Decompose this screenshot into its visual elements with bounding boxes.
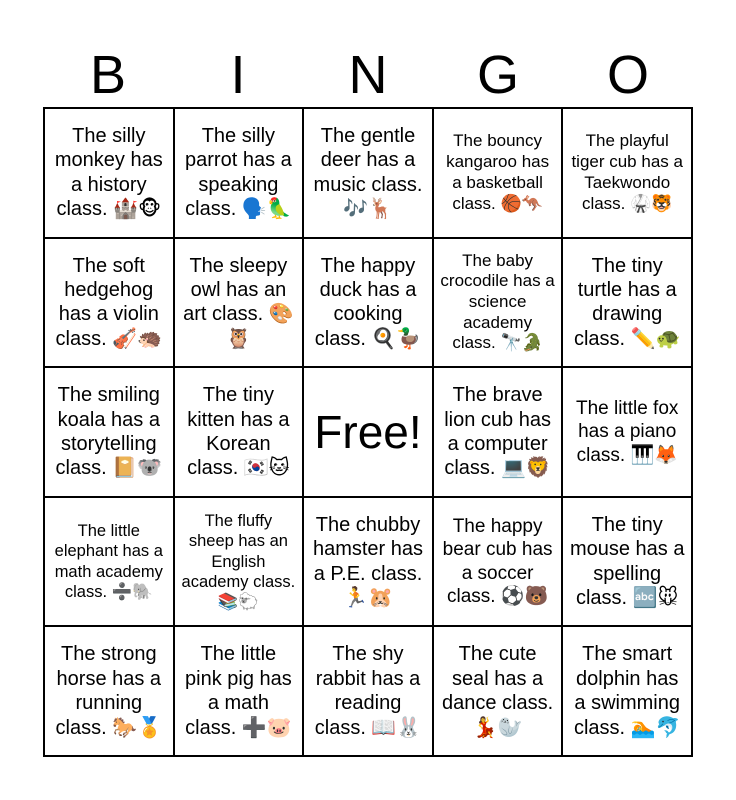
bingo-cell-text: The playful tiger cub has a Taekwondo class. 🥋🐯	[571, 131, 683, 213]
free-space-text: Free!	[314, 405, 422, 458]
header-letter-n: N	[348, 45, 388, 105]
bingo-cell[interactable]	[44, 367, 174, 497]
bingo-cell-text: The tiny mouse has a spelling class. 🔤🐭	[569, 513, 685, 609]
header-letter-i: I	[230, 45, 246, 105]
bingo-cell[interactable]	[44, 626, 174, 756]
bingo-cell-text: The silly monkey has a history class. 🏰🐵	[54, 125, 163, 221]
bingo-cell[interactable]	[562, 108, 692, 238]
bingo-cell[interactable]	[44, 497, 174, 627]
bingo-cell[interactable]	[174, 238, 304, 368]
bingo-cell-text: The cute seal has a dance class. 💃🦭	[442, 643, 554, 739]
bingo-card-grid	[43, 107, 693, 757]
bingo-cell-text: The gentle deer has a music class. 🎶🦌	[313, 125, 423, 221]
bingo-cell-text: The soft hedgehog has a violin class. 🎻🦔	[55, 254, 163, 350]
bingo-cell[interactable]	[174, 626, 304, 756]
bingo-cell-text: The strong horse has a running class. 🐎🏅	[55, 643, 163, 739]
bingo-cell-text: The bouncy kangaroo has a basketball class. 🏀🦘	[446, 131, 550, 213]
bingo-cell[interactable]	[562, 497, 692, 627]
bingo-cell[interactable]	[44, 238, 174, 368]
bingo-header	[43, 40, 693, 110]
bingo-cell[interactable]	[303, 108, 433, 238]
bingo-cell[interactable]	[174, 367, 304, 497]
bingo-cell[interactable]	[433, 626, 563, 756]
bingo-cell[interactable]	[174, 108, 304, 238]
bingo-cell-text: The smart dolphin has a swimming class. 🏊🐬	[573, 643, 681, 739]
bingo-cell[interactable]	[562, 626, 692, 756]
bingo-cell-text: The smiling koala has a storytelling class. 📔🐨	[55, 384, 163, 480]
bingo-cell[interactable]	[303, 238, 433, 368]
bingo-cell-text: The tiny kitten has a Korean class. 🇰🇷🐱	[187, 384, 290, 480]
bingo-cell[interactable]	[44, 108, 174, 238]
bingo-cell[interactable]	[433, 238, 563, 368]
bingo-cell-text: The sleepy owl has an art class. 🎨🦉	[183, 254, 294, 350]
bingo-cell-text: The happy bear cub has a soccer class. ⚽🐻	[442, 516, 553, 607]
bingo-cell-text: The baby crocodile has a science academy class. 🔭🐊	[440, 250, 555, 353]
bingo-cell[interactable]	[433, 497, 563, 627]
bingo-cell-text: The little pink pig has a math class. ➕🐷	[185, 643, 292, 739]
bingo-cell[interactable]	[174, 497, 304, 627]
bingo-cell-text: The shy rabbit has a reading class. 📖🐰	[314, 643, 422, 739]
free-space[interactable]	[303, 367, 433, 497]
header-letter-b: B	[89, 45, 127, 105]
bingo-cell-text: The brave lion cub has a computer class. 💻🦁	[444, 384, 551, 480]
bingo-cell-text: The chubby hamster has a P.E. class. 🏃🐹	[312, 513, 424, 609]
bingo-cell[interactable]	[303, 626, 433, 756]
bingo-cell[interactable]	[562, 367, 692, 497]
header-letter-g: G	[476, 45, 519, 105]
bingo-cell[interactable]	[303, 497, 433, 627]
header-letter-o: O	[606, 45, 649, 105]
bingo-cell[interactable]	[433, 108, 563, 238]
bingo-cell-text: The little elephant has a math academy class. ➗🐘	[54, 522, 163, 601]
bingo-cell[interactable]	[562, 238, 692, 368]
bingo-cell[interactable]	[433, 367, 563, 497]
bingo-cell-text: The fluffy sheep has an English academy class. 📚🐑	[181, 512, 296, 611]
bingo-cell-text: The little fox has a piano class. 🎹🦊	[575, 398, 679, 466]
bingo-cell-text: The happy duck has a cooking class. 🍳🦆	[314, 254, 422, 350]
bingo-cell-text: The silly parrot has a speaking class. 🗣️🦜	[185, 125, 292, 221]
bingo-cell-text: The tiny turtle has a drawing class. ✏️🐢	[573, 254, 681, 350]
